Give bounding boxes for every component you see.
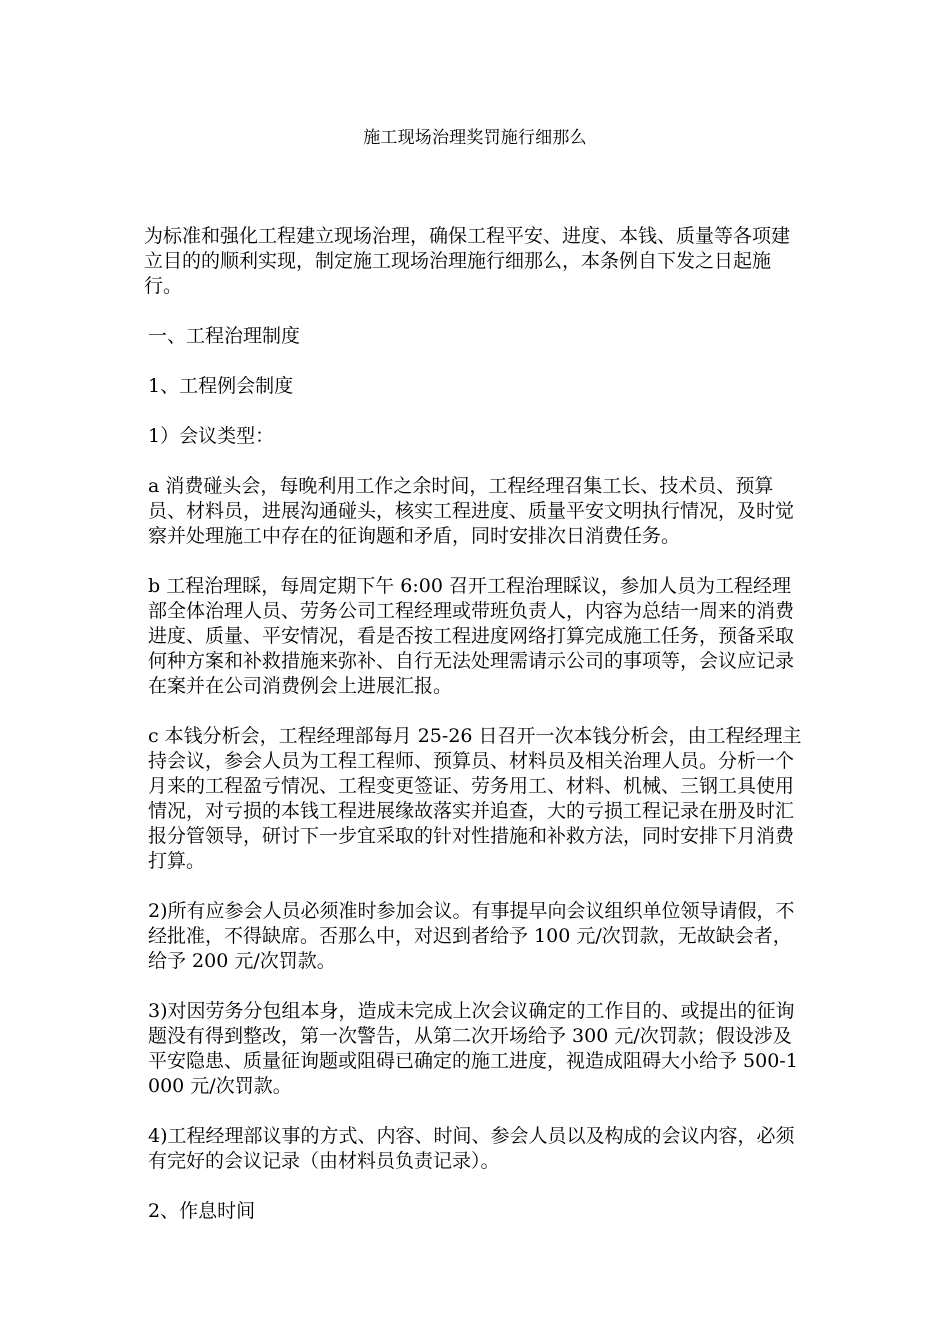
subsection-heading: 1、工程例会制度	[148, 375, 294, 397]
document-title: 施工现场治理奖罚施行细那么	[363, 128, 587, 148]
document-body	[144, 224, 804, 1249]
section-heading: 一、工程治理制度	[148, 325, 301, 347]
subsection-heading-2: 2、作息时间	[148, 1200, 256, 1222]
paragraph-rule-3: 3)对因劳务分包组本身，造成未完成上次会议确定的工作目的、或提出的征询题没有得到整改，第一次警告，从第二次开场给予 300 元/次罚款；假设涉及平安隐患、质量征询题或阻碍已确定的施工进度，视造成阻碍大小给予 500-1000 元/次罚款。	[148, 1000, 798, 1097]
paragraph-item-a: a 消费碰头会，每晚利用工作之余时间，工程经理召集工长、技术员、预算员、材料员，进展沟通碰头，核实工程进度、质量平安文明执行情况，及时觉察并处理施工中存在的征询题和矛盾，同时安排次日消费任务。	[148, 475, 795, 547]
paragraph-item-c: c 本钱分析会，工程经理部每月 25-26 日召开一次本钱分析会，由工程经理主持会议，参会人员为工程工程师、预算员、材料员及相关治理人员。分析一个月来的工程盈亏情况、工程变更签证、劳务用工、材料、机械、三钢工具使用情况，对亏损的本钱工程进展缘故落实并追查，大的亏损工程记录在册及时汇报分管领导，研讨下一步宜采取的针对性措施和补救方法，同时安排下月消费打算。	[148, 725, 802, 872]
paragraph-item-b: b 工程治理睬，每周定期下午 6:00 召开工程治理睬议，参加人员为工程经理部全体治理人员、劳务公司工程经理或带班负责人，内容为总结一周来的消费进度、质量、平安情况，看是否按工程进度网络打算完成施工任务，预备采取何种方案和补救措施来弥补、自行无法处理需请示公司的事项等，会议应记录在案并在公司消费例会上进展汇报。	[148, 575, 795, 697]
intro-paragraph: 为标准和强化工程建立现场治理，确保工程平安、进度、本钱、质量等各项建立目的的顺利实现，制定施工现场治理施行细那么，本条例自下发之日起施行。	[144, 225, 791, 297]
paragraph-rule-4: 4)工程经理部议事的方式、内容、时间、参会人员以及构成的会议内容，必须有完好的会议记录（由材料员负责记录）。	[148, 1125, 795, 1172]
paragraph-rule-2: 2)所有应参会人员必须准时参加会议。有事提早向会议组织单位领导请假，不经批准，不得缺席。否那么中，对迟到者给予 100 元/次罚款，无故缺会者，给予 200 元/次罚款。	[148, 900, 795, 972]
item-heading: 1）会议类型：	[148, 425, 275, 447]
